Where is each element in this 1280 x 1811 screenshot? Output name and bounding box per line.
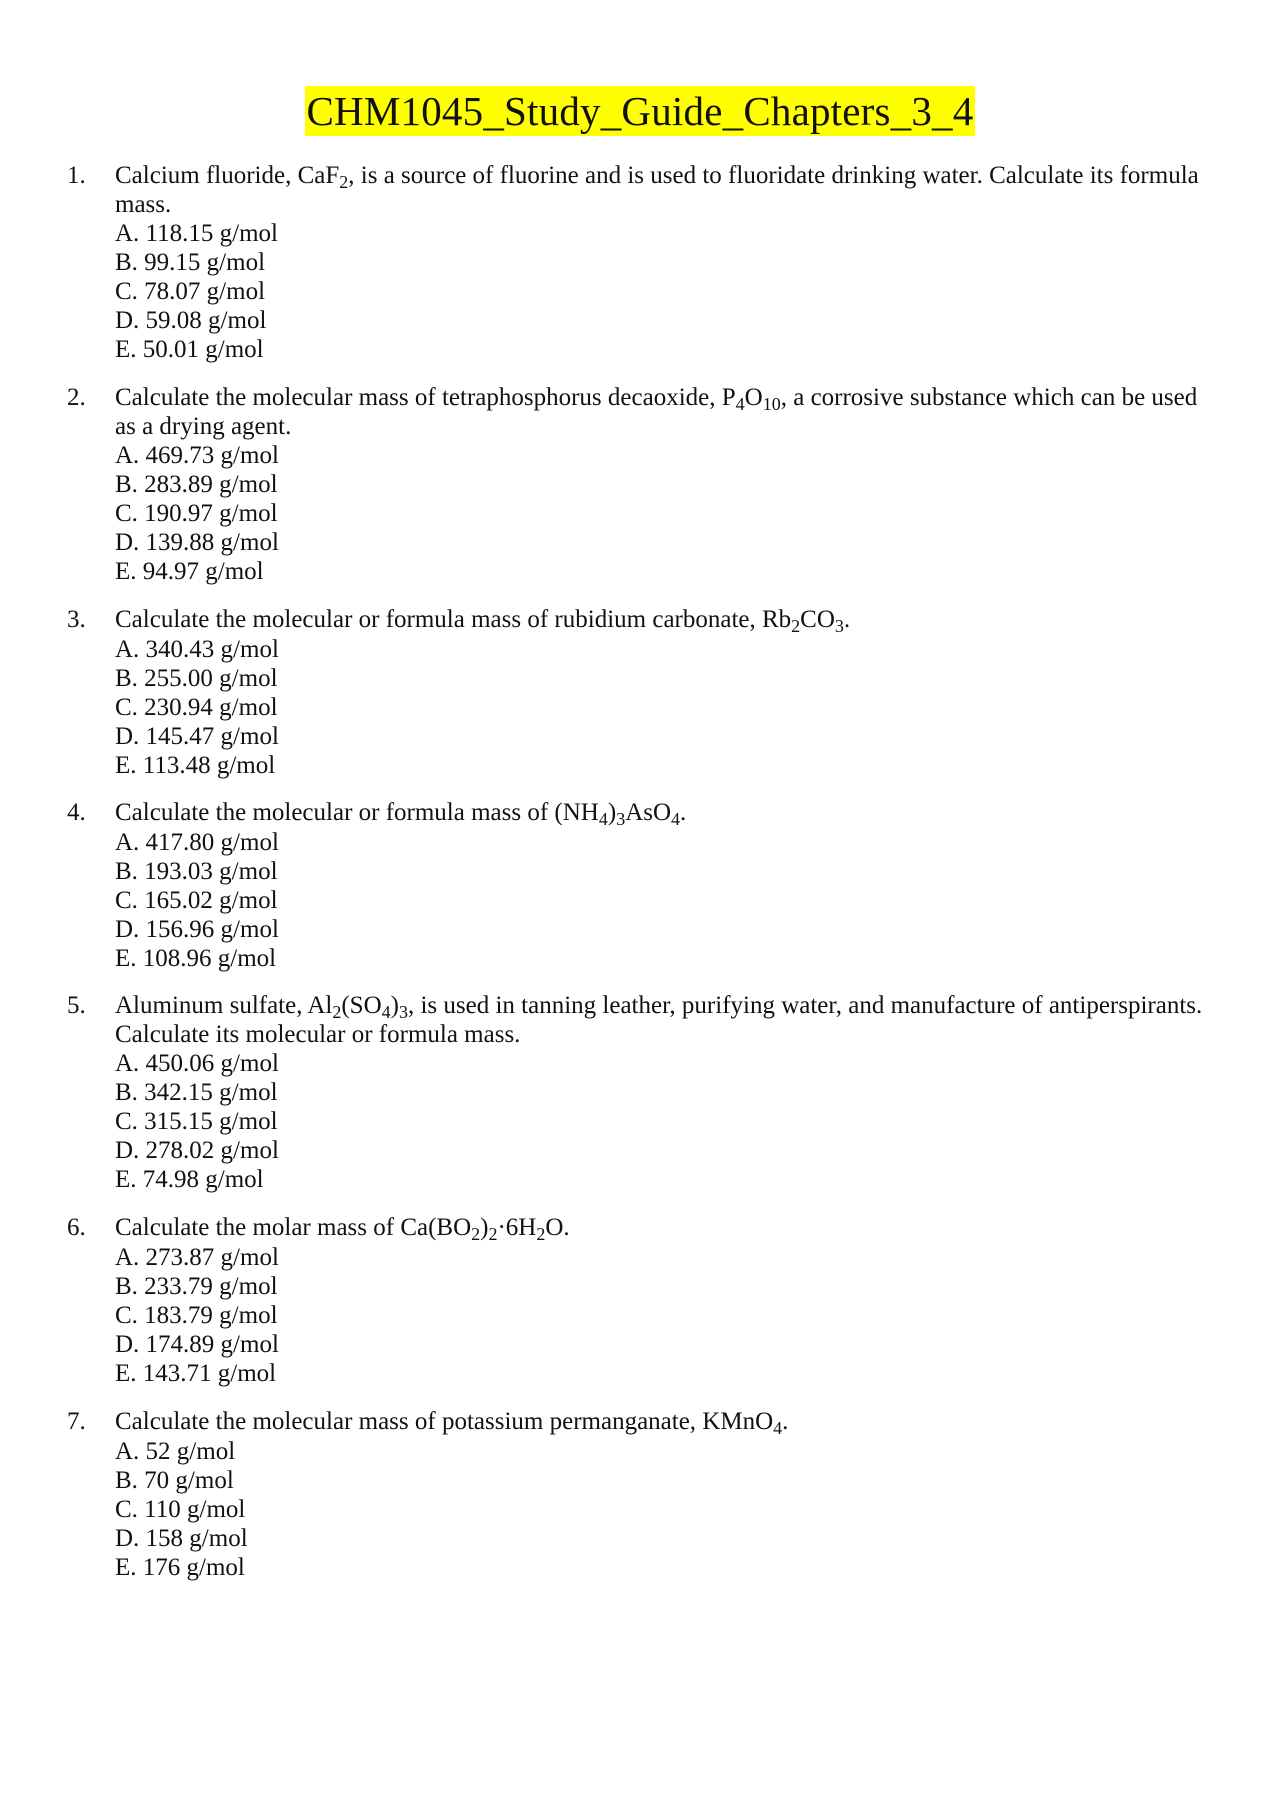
option-a: A. 417.80 g/mol [115, 828, 279, 856]
option-a: A. 52 g/mol [115, 1437, 236, 1465]
option-e: E. 113.48 g/mol [115, 751, 276, 779]
question-body [115, 799, 1207, 973]
option-d: D. 174.89 g/mol [115, 1330, 279, 1358]
option-a: A. 469.73 g/mol [115, 442, 279, 469]
question-7 [67, 1408, 1207, 1582]
option-c: C. 190.97 g/mol [115, 500, 278, 527]
question-body [115, 1214, 1207, 1388]
option-d: D. 59.08 g/mol [115, 307, 267, 334]
question-body [115, 1408, 1207, 1582]
question-2 [67, 384, 1207, 586]
option-e: E. 50.01 g/mol [115, 336, 264, 363]
option-b: B. 193.03 g/mol [115, 857, 278, 885]
option-c: C. 78.07 g/mol [115, 278, 266, 305]
question-text: Calculate the molecular or formula mass of rubidium carbonate, $Rb_2CO_3$. [115, 606, 851, 637]
question-body [115, 384, 1207, 586]
page-title: CHM1045_Study_Guide_Chapters_3_4 [306, 88, 974, 134]
question-number: 1. [67, 162, 86, 189]
question-text: Aluminum sulfate, $Al_2(SO_4)_3$, is used in tanning leather, purifying water, and manufacture of antiperspirants. Calculate its molecular or formula mass. [115, 992, 1203, 1048]
answer-options [115, 1437, 1207, 1582]
question-number: 7. [67, 1408, 86, 1435]
option-c: C. 110 g/mol [115, 1495, 246, 1523]
option-c: C. 183.79 g/mol [115, 1301, 278, 1329]
option-a: A. 118.15 g/mol [115, 220, 278, 247]
question-body [115, 162, 1207, 364]
option-e: E. 108.96 g/mol [115, 944, 277, 972]
question-1 [67, 162, 1207, 364]
option-b: B. 99.15 g/mol [115, 249, 266, 276]
option-a: A. 340.43 g/mol [115, 635, 279, 663]
question-text: Calcium fluoride, CaF$_2$, is a source of fluorine and is used to fluoridate drinking water. Calculate its formula mass. [115, 162, 1199, 218]
question-text: Calculate the molar mass of $Ca(BO_2)_2\cdot 6H_2O$. [115, 1214, 570, 1245]
answer-options [115, 219, 1207, 364]
answer-options [115, 1049, 1207, 1194]
question-number: 3. [67, 606, 86, 633]
question-text: Calculate the molecular or formula mass of $(NH_4)_3AsO_4$. [115, 799, 687, 830]
question-number: 6. [67, 1214, 86, 1241]
answer-options [115, 635, 1207, 780]
option-d: D. 145.47 g/mol [115, 722, 279, 750]
option-b: B. 342.15 g/mol [115, 1079, 278, 1106]
question-body [115, 992, 1207, 1194]
question-6 [67, 1214, 1207, 1388]
answer-options [115, 1243, 1207, 1388]
option-b: B. 283.89 g/mol [115, 471, 278, 498]
question-4 [67, 799, 1207, 973]
option-b: B. 70 g/mol [115, 1466, 234, 1494]
title-container [0, 86, 1280, 136]
option-c: C. 165.02 g/mol [115, 886, 278, 914]
option-a: A. 450.06 g/mol [115, 1050, 279, 1077]
answer-options [115, 828, 1207, 973]
option-d: D. 158 g/mol [115, 1524, 248, 1552]
option-c: C. 230.94 g/mol [115, 693, 278, 721]
question-5 [67, 992, 1207, 1194]
option-b: B. 233.79 g/mol [115, 1272, 278, 1300]
option-a: A. 273.87 g/mol [115, 1243, 279, 1271]
option-d: D. 156.96 g/mol [115, 915, 279, 943]
option-e: E. 94.97 g/mol [115, 558, 264, 585]
question-text: Calculate the molecular mass of tetraphosphorus decaoxide, $P_4O_{10}$, a corrosive substance which can be used as a drying agent. [115, 384, 1198, 440]
option-d: D. 139.88 g/mol [115, 529, 279, 556]
question-number: 2. [67, 384, 86, 411]
option-e: E. 176 g/mol [115, 1553, 245, 1581]
answer-options [115, 441, 1207, 586]
option-b: B. 255.00 g/mol [115, 664, 278, 692]
option-c: C. 315.15 g/mol [115, 1108, 278, 1135]
option-d: D. 278.02 g/mol [115, 1137, 279, 1164]
question-text: Calculate the molecular mass of potassium permanganate, KMnO$_4$. [115, 1408, 789, 1439]
option-e: E. 74.98 g/mol [115, 1166, 264, 1193]
question-3 [67, 606, 1207, 780]
question-body [115, 606, 1207, 780]
option-e: E. 143.71 g/mol [115, 1359, 277, 1387]
question-number: 5. [67, 992, 86, 1019]
question-number: 4. [67, 799, 86, 826]
